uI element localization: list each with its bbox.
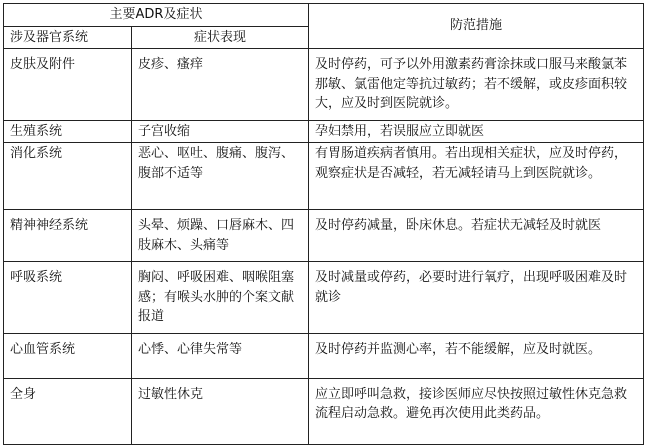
header-symptom: 症状表现 [132,26,309,49]
cell-system: 心血管系统 [4,333,132,378]
cell-system: 生殖系统 [4,120,132,143]
header-measures: 防范措施 [309,4,644,49]
cell-measures: 有胃肠道疾病者慎用。若出现相关症状，应及时停药，观察症状是否减轻，若无减轻请马上到医院就诊。 [309,143,644,210]
cell-measures: 应立即呼叫急救，接诊医师应尽快按照过敏性休克急救流程启动急救。避免再次使用此类药品。 [309,378,644,444]
cell-system: 呼吸系统 [4,262,132,334]
cell-symptom: 子宫收缩 [132,120,309,143]
cell-measures: 及时停药并监测心率，若不能缓解，应及时就医。 [309,333,644,378]
table-row [4,378,644,444]
cell-symptom: 恶心、呕吐、腹痛、腹泻、腹部不适等 [132,143,309,210]
table-row [4,210,644,262]
table-row [4,49,644,121]
cell-measures: 及时停药，可予以外用激素药膏涂抹或口服马来酸氯苯那敏、氯雷他定等抗过敏药；若不缓解，或皮疹面积较大，应及时到医院就诊。 [309,49,644,121]
header-system: 涉及器官系统 [4,26,132,49]
header-group-title: 主要ADR及症状 [4,4,309,27]
table-row [4,333,644,378]
cell-system: 消化系统 [4,143,132,210]
cell-symptom: 胸闷、呼吸困难、咽喉阻塞感；有喉头水肿的个案文献报道 [132,262,309,334]
cell-symptom: 头晕、烦躁、口唇麻木、四肢麻木、头痛等 [132,210,309,262]
cell-system: 全身 [4,378,132,444]
cell-system: 皮肤及附件 [4,49,132,121]
table-row [4,262,644,334]
cell-measures: 孕妇禁用，若误服应立即就医 [309,120,644,143]
table-row [4,143,644,210]
cell-symptom: 过敏性休克 [132,378,309,444]
cell-symptom: 心悸、心律失常等 [132,333,309,378]
cell-measures: 及时停药减量，卧床休息。若症状无减轻及时就医 [309,210,644,262]
cell-system: 精神神经系统 [4,210,132,262]
table-row [4,120,644,143]
cell-symptom: 皮疹、瘙痒 [132,49,309,121]
adr-table [3,3,644,445]
cell-measures: 及时减量或停药，必要时进行氧疗，出现呼吸困难及时就诊 [309,262,644,334]
